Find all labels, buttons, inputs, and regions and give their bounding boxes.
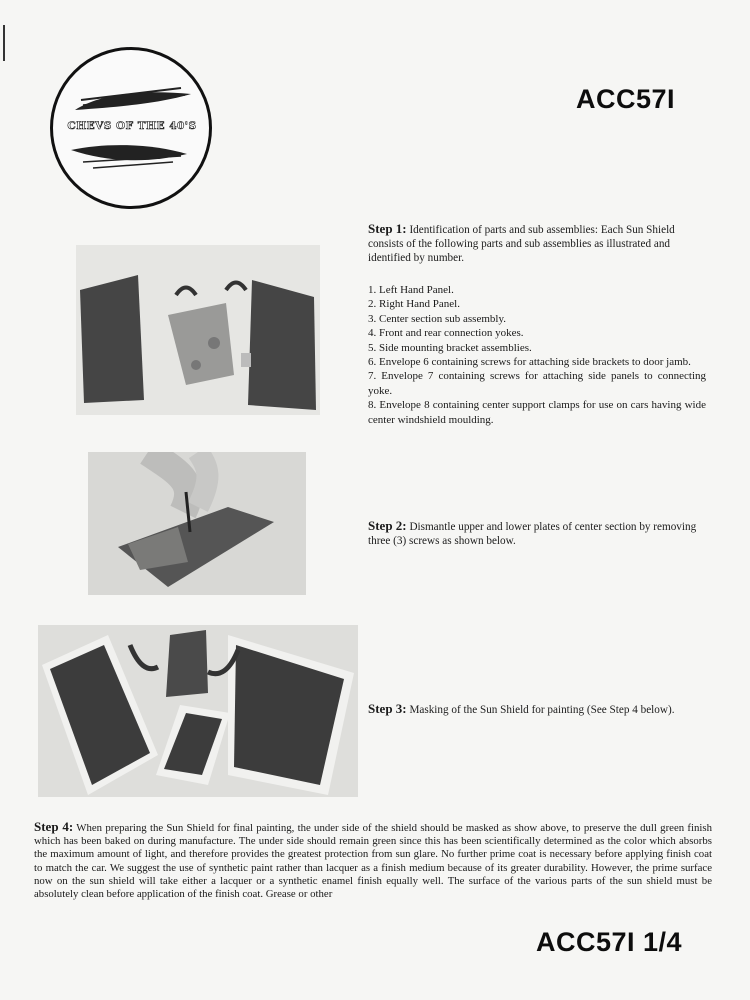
step-1-paragraph xyxy=(368,222,706,266)
list-item: 8. Envelope 8 containing center support clamps for use on cars having wide center windshield moulding. xyxy=(368,399,706,426)
list-item: 3. Center section sub assembly. xyxy=(368,312,506,325)
masking-photo xyxy=(38,625,358,797)
list-item: 4. Front and rear connection yokes. xyxy=(368,327,524,340)
step-2-text: Dismantle upper and lower plates of center section by removing three (3) screws as shown below. xyxy=(368,521,697,548)
step-2-paragraph xyxy=(368,519,706,548)
list-item: 5. Side mounting bracket assemblies. xyxy=(368,341,532,354)
list-item: 2. Right Hand Panel. xyxy=(368,298,460,311)
document-code: ACC57I xyxy=(576,84,676,114)
step-4-label: Step 4: xyxy=(34,819,74,834)
page-code: ACC57I 1/4 xyxy=(536,927,683,957)
logo-text: CHEVS OF THE 40'S xyxy=(67,120,197,132)
step-3-paragraph xyxy=(368,702,708,717)
binding-mark xyxy=(3,25,5,61)
step-4-text: When preparing the Sun Shield for final painting, the under side of the shield should be masked as show above, to preserve the dull green finish which has been baked on during manufacture. The under side should remain green since this has been scientifically determined as the color which absorbs the maximum amount of light, and therefore provides the greatest protection from sun glare. No further prime coat is necessary before applying finish coat to match the car. We suggest the use of synthetic paint rather than lacquer as a finish medium because of its greater durability. However, the prime surface now on the sun shield will take either a lacquer or a synthetic enamel finish equally well. The surface of the various parts of the sun shield must be absolutely clean before application of the finish coat. Grease or other xyxy=(34,822,713,901)
list-item: 1. Left Hand Panel. xyxy=(368,284,454,296)
dismantle-photo xyxy=(88,452,306,595)
parts-photo xyxy=(76,245,320,415)
step-4-paragraph xyxy=(34,820,712,901)
company-logo xyxy=(50,47,212,209)
parts-list xyxy=(368,283,706,427)
list-item: 6. Envelope 6 containing screws for attaching side brackets to door jamb. xyxy=(368,356,691,369)
step-3-label: Step 3: xyxy=(368,701,407,716)
step-3-text: Masking of the Sun Shield for painting (See Step 4 below). xyxy=(409,704,675,716)
list-item: 7. Envelope 7 containing screws for attaching side panels to connecting yoke. xyxy=(368,370,706,397)
step-1-label: Step 1: xyxy=(368,221,407,236)
step-1-text: Identification of parts and sub assemblies: Each Sun Shield consists of the following parts and sub assemblies as illustrated and identified by number. xyxy=(368,224,675,265)
step-2-label: Step 2: xyxy=(368,518,407,533)
